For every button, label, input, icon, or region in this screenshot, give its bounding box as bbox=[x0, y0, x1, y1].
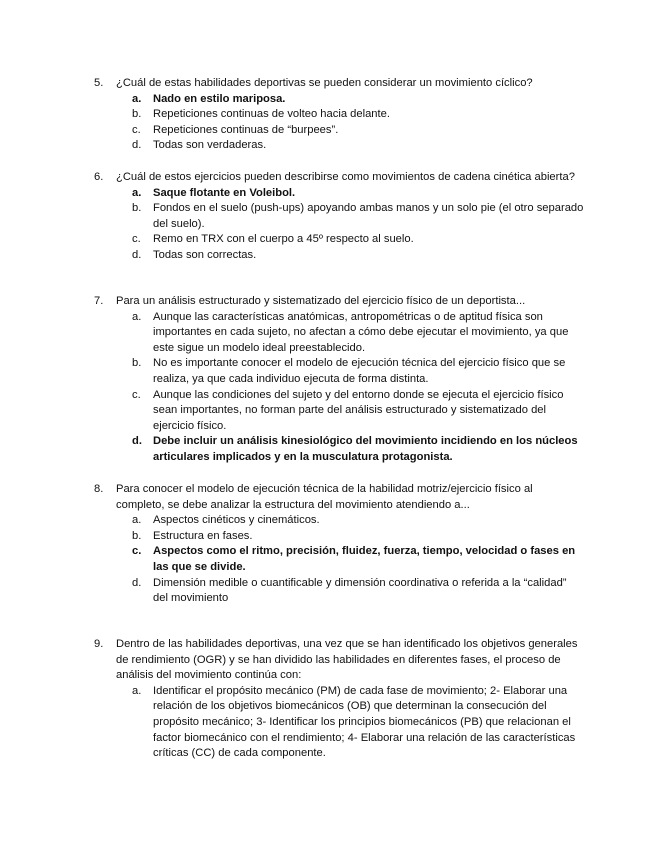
option-b bbox=[94, 201, 584, 232]
option-letter: a. bbox=[132, 92, 142, 105]
question-stem bbox=[94, 76, 584, 92]
question-5 bbox=[94, 76, 584, 154]
option-text: Aunque las condiciones del sujeto y del entorno donde se ejecuta el ejercicio físico sean importantes, no forman parte del análisis estructurado y sistematizado del ejercicio físico. bbox=[153, 388, 564, 432]
option-d bbox=[94, 138, 584, 154]
option-letter: b. bbox=[132, 529, 142, 542]
question-text: ¿Cuál de estos ejercicios pueden describirse como movimientos de cadena cinética abierta? bbox=[116, 171, 575, 183]
option-text: Todas son correctas. bbox=[153, 248, 257, 261]
option-text: Aspectos como el ritmo, precisión, fluidez, fuerza, tiempo, velocidad o fases en las que se divide. bbox=[153, 545, 576, 573]
option-letter: b. bbox=[132, 108, 142, 121]
option-letter: c. bbox=[132, 123, 141, 136]
option-text: Aspectos cinéticos y cinemáticos. bbox=[153, 514, 320, 527]
option-c bbox=[94, 123, 584, 139]
option-letter: c. bbox=[132, 233, 141, 246]
option-text: Repeticiones continuas de “burpees”. bbox=[153, 123, 339, 136]
option-text: Dimensión medible o cuantificable y dimensión coordinativa o referida a la “calidad” del movimiento bbox=[153, 576, 567, 605]
question-text: Dentro de las habilidades deportivas, una vez que se han identificado los objetivos generales de rendimiento (OGR) y se han dividido las habilidades en diferentes fases, el proceso de análisis del movimiento continúa con: bbox=[116, 638, 578, 682]
option-letter: a. bbox=[132, 514, 142, 527]
option-letter: b. bbox=[132, 357, 142, 370]
option-text: Estructura en fases. bbox=[153, 529, 253, 542]
option-letter: d. bbox=[132, 435, 142, 448]
option-a bbox=[94, 310, 584, 357]
option-letter: c. bbox=[132, 545, 142, 558]
question-number: 6. bbox=[94, 171, 104, 183]
question-stem bbox=[94, 294, 584, 310]
option-letter: c. bbox=[132, 388, 141, 401]
option-a bbox=[94, 513, 584, 529]
option-text: Nado en estilo mariposa. bbox=[153, 92, 286, 105]
question-6 bbox=[94, 170, 584, 264]
question-9 bbox=[94, 637, 584, 762]
option-text: No es importante conocer el modelo de ejecución técnica del ejercicio físico que se realiza, ya que cada individuo ejecuta de forma distinta. bbox=[153, 357, 566, 385]
option-letter: d. bbox=[132, 576, 142, 589]
option-c bbox=[94, 232, 584, 248]
option-letter: d. bbox=[132, 139, 142, 152]
option-d bbox=[94, 576, 584, 607]
question-stem bbox=[94, 482, 584, 513]
question-number: 7. bbox=[94, 295, 104, 307]
option-a bbox=[94, 92, 584, 108]
option-text: Remo en TRX con el cuerpo a 45º respecto al suelo. bbox=[153, 233, 414, 246]
option-letter: a. bbox=[132, 684, 142, 697]
option-c bbox=[94, 544, 584, 575]
option-letter: b. bbox=[132, 202, 142, 215]
option-text: Saque flotante en Voleibol. bbox=[153, 186, 296, 199]
question-stem bbox=[94, 637, 584, 684]
option-text: Identificar el propósito mecánico (PM) de cada fase de movimiento; 2- Elaborar una relación de los objetivos biomecánicos (OB) que determinan la consecución del propósito mecánico; 3- Identificar los principios biomecánicos (PB) que relacionan el factor biomecánico con el rendimiento; 4- Elaborar una relación de las características críticas (CC) de cada componente. bbox=[153, 684, 576, 760]
option-b bbox=[94, 529, 584, 545]
question-stem bbox=[94, 170, 584, 186]
option-a bbox=[94, 186, 584, 202]
question-text: ¿Cuál de estas habilidades deportivas se pueden considerar un movimiento cíclico? bbox=[116, 77, 533, 89]
question-text: Para un análisis estructurado y sistematizado del ejercicio físico de un deportista... bbox=[116, 295, 526, 307]
option-b bbox=[94, 356, 584, 387]
option-d bbox=[94, 248, 584, 264]
option-text: Todas son verdaderas. bbox=[153, 139, 267, 152]
question-number: 8. bbox=[94, 483, 104, 495]
option-letter: a. bbox=[132, 186, 142, 199]
question-number: 5. bbox=[94, 77, 104, 89]
option-text: Fondos en el suelo (push-ups) apoyando ambas manos y un solo pie (el otro separado del suelo). bbox=[153, 202, 584, 230]
question-7 bbox=[94, 294, 584, 466]
option-text: Aunque las características anatómicas, antropométricas o de aptitud física son importantes en cada sujeto, no afectan a cómo debe ejecutar el movimiento, ya que este sigue un modelo ideal preestablecido. bbox=[153, 310, 569, 354]
option-letter: a. bbox=[132, 310, 142, 323]
option-text: Repeticiones continuas de volteo hacia delante. bbox=[153, 108, 390, 121]
option-text: Debe incluir un análisis kinesiológico del movimiento incidiendo en los núcleos articulares implicados y en la musculatura protagonista. bbox=[153, 435, 578, 463]
option-a bbox=[94, 684, 584, 762]
option-d bbox=[94, 434, 584, 465]
option-c bbox=[94, 388, 584, 435]
option-b bbox=[94, 107, 584, 123]
question-text: Para conocer el modelo de ejecución técnica de la habilidad motriz/ejercicio físico al completo, se debe analizar la estructura del movimiento atendiendo a... bbox=[116, 483, 533, 511]
question-number: 9. bbox=[94, 638, 104, 650]
option-letter: d. bbox=[132, 248, 142, 261]
question-8 bbox=[94, 482, 584, 607]
